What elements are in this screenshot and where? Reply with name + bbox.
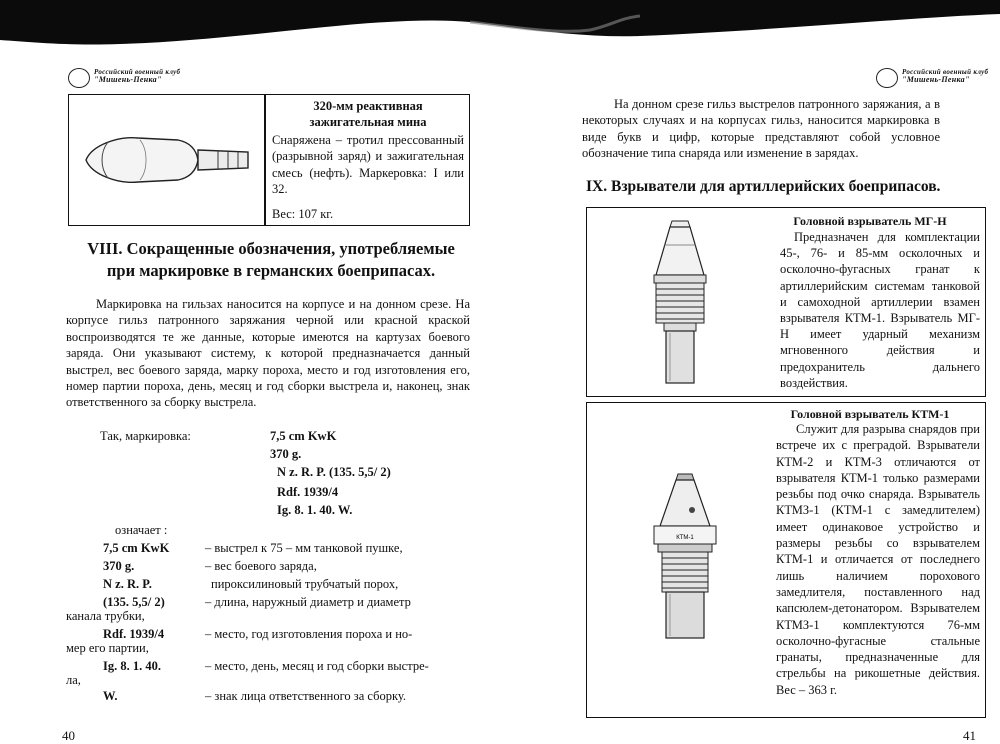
mine-title: 320-мм реактивная зажигательная мина <box>309 99 427 130</box>
fuze-ktm1-port-icon <box>689 507 695 513</box>
section-title-ix: IX. Взрыватели для артиллерийских боеприпасов. <box>586 178 941 195</box>
logo-line1: Российский военный клуб <box>94 68 181 76</box>
legend-code-4: (135. 5,5/ 2) <box>103 595 165 609</box>
legend-desc-5: – место, год изготовления пороха и но- <box>205 627 413 641</box>
legend-code-3: N z. R. P. <box>103 577 152 591</box>
legend-code-6: Ig. 8. 1. 40. <box>103 659 161 673</box>
marking-paragraph: Маркировка на гильзах наносится на корпусе и на донном срезе. На корпусе гильз патронного заряжания черной или красной краской воспроизводятся те же данные, которые имеются на картузах боевого заряда. Они указывают систему, к которой предназначается данный выстрел, вес боевого заряда, марку пороха, место и год изготовления его, номер партии пороха, день, месяц и год сборки выстрела и, наконец, знак ответственного за сборку выстрела. <box>66 297 470 410</box>
intro-paragraph: На донном срезе гильз выстрелов патронного заряжания, а в некоторых случаях и на корпусах гильз, наносится маркировка в виде букв и цифр, которые представляют собой условное обозначение типа снаряда или изменение в зарядах. <box>582 97 940 161</box>
logo-line2: "Мишень-Пенка" <box>94 75 162 84</box>
logo-line1: Российский военный клуб <box>902 68 989 76</box>
publisher-logo-right <box>876 66 994 90</box>
mine-weight: Вес: 107 кг. <box>272 207 334 221</box>
legend-wrap-party: мер его партии, <box>66 641 149 655</box>
mine-box-divider <box>264 94 266 226</box>
mine-illustration <box>78 130 258 190</box>
legend-desc-2: – вес боевого заряда, <box>205 559 317 573</box>
fuze-mgn-body: Предназначен для комплектации 45-, 76- и 85-мм осколочных и осколочно-фугасных гранат к артиллерийским системам танковой и самоходной артиллерии взамен взрывателя КТМ-1. Взрыватель МГ-Н имеет ударный механизм мгновенного действия и предохранитель дальнего воздействия. <box>780 230 980 390</box>
fuze-ktm1-illustration <box>640 470 730 650</box>
legend-code-5: Rdf. 1939/4 <box>103 627 165 641</box>
example-line-4: Rdf. 1939/4 <box>277 485 339 499</box>
example-line-1: 7,5 cm KwK <box>270 429 337 443</box>
page-number-right: 41 <box>963 728 976 743</box>
fuze-ktm1-body: Служит для разрыва снарядов при встрече их с преградой. Взрыватели КТМ-2 и КТМ-3 отличаются от взрывателя КТМ-1 только размерами резьбы под очко снаряда. Взрыватель КТМЗ-1 (КТМ-1 с замедлителем) имеет одинаковое устройство и размеры резьбы со взрывателем КТМ-1 и отличается от последнего лишь наличием порохового замедлителя, поставленного над капсюлем-детонатором. Взрывателем КТМЗ-1 комплектуются 76-мм осколочно-фугасные стальные гранаты, предназначенные для стрельбы на рикошетные действия. Вес – 363 г. <box>776 422 980 697</box>
scan-edge-artifact <box>0 0 1000 60</box>
legend-code-2: 370 g. <box>103 559 135 573</box>
example-line-5: Ig. 8. 1. 40. W. <box>277 503 353 517</box>
section-title-viii-line2: при маркировке в германских боеприпасах. <box>106 261 436 280</box>
legend-desc-3: пироксилиновый трубчатый порох, <box>211 577 399 591</box>
page-number-left: 40 <box>62 728 75 743</box>
means-label: означает : <box>115 523 168 537</box>
legend-wrap-channel: канала трубки, <box>66 609 145 623</box>
publisher-logo <box>68 66 186 90</box>
fuze-ktm1-marking: КТМ-1 <box>676 535 694 541</box>
fuze-mgn-illustration <box>620 215 740 393</box>
legend-desc-1: – выстрел к 75 – мм танковой пушке, <box>205 541 403 555</box>
section-title-viii-line1: VIII. Сокращенные обозначения, употребляемые <box>87 239 455 258</box>
section-title-viii <box>66 238 476 282</box>
fuze-ktm1-title: Головной взрыватель КТМ-1 <box>790 407 950 421</box>
example-line-3: N z. R. P. (135. 5,5/ 2) <box>277 465 391 479</box>
logo-line2: "Мишень-Пенка" <box>902 75 970 84</box>
logo-emblem-icon <box>876 68 898 88</box>
legend-desc-4: – длина, наружный диаметр и диаметр <box>205 595 411 609</box>
legend-desc-6: – место, день, месяц и год сборки выстре- <box>205 659 429 673</box>
mine-body: Снаряжена – тротил прессованный (разрывной заряд) и зажигательная смесь (нефть). Маркеровка: I или 32. <box>272 133 464 197</box>
example-line-2: 370 g. <box>270 447 302 461</box>
logo-emblem-icon <box>68 68 90 88</box>
fuze-mgn-title: Головной взрыватель МГ-Н <box>793 214 947 228</box>
legend-code-1: 7,5 cm KwK <box>103 541 170 555</box>
legend-wrap-la: ла, <box>66 673 81 687</box>
legend-desc-7: – знак лица ответственного за сборку. <box>205 689 406 703</box>
example-intro: Так, маркировка: <box>100 429 191 443</box>
legend-code-7: W. <box>103 689 118 703</box>
